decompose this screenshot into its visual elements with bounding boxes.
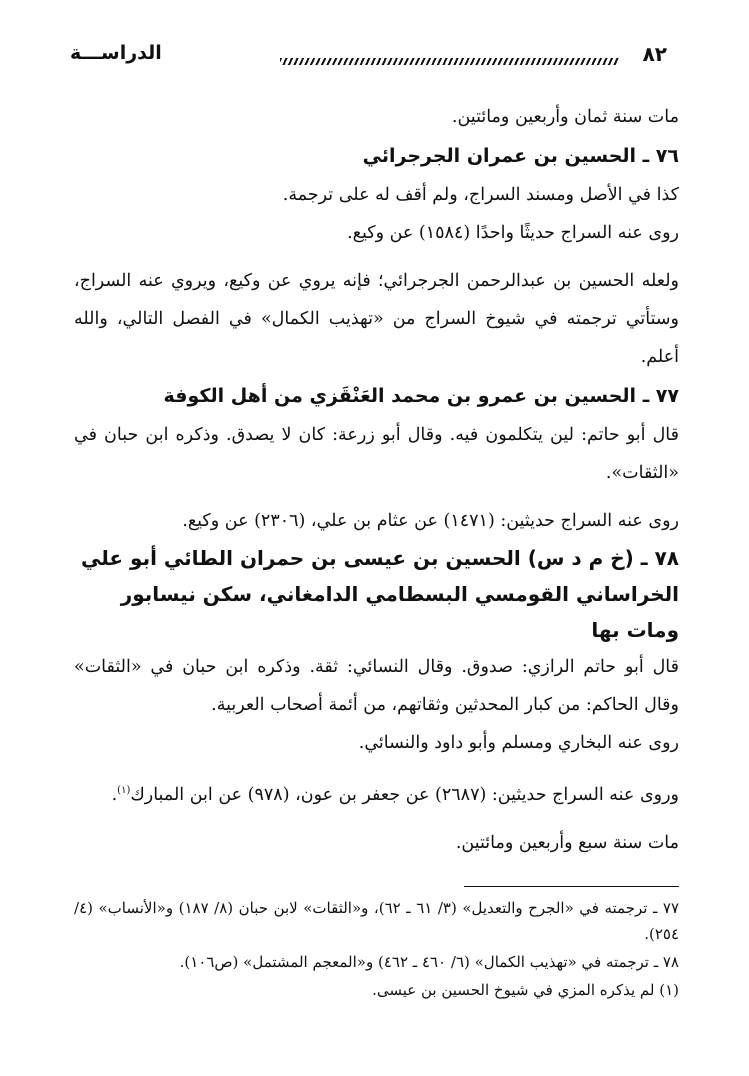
header-decorative-rule xyxy=(280,58,619,65)
paragraph-76-identification: ولعله الحسين بن عبدالرحمن الجرجرائي؛ فإنه يروي عن وكيع، ويروي عنه السراج، وستأتي ترجمته في شيوخ السراج من «تهذيب الكمال» في الفصل التالي، والله أعلم. xyxy=(74,271,679,367)
entry-heading-78: ٧٨ ـ (خ م د س) الحسين بن عيسى بن حمران الطائي أبو علي الخراساني القومسي البسطامي الدامغاني، سكن نيسابور ومات بها xyxy=(81,546,679,642)
footnote-77: ٧٧ ـ ترجمته في «الجرح والتعديل» (٣/ ٦١ ـ ٦٢)، و«الثقات» لابن حبان (٨/ ١٨٧) و«الأنساب» (٤/ ٢٥٤). xyxy=(74,899,680,943)
footnote-78: ٧٨ ـ ترجمته في «تهذيب الكمال» (٦/ ٤٦٠ ـ ٤٦٢) و«المعجم المشتمل» (ص١٠٦). xyxy=(179,953,679,971)
entry-heading-77: ٧٧ ـ الحسين بن عمرو بن محمد العَنْقَزي من أهل الكوفة xyxy=(163,385,679,407)
footnote-divider xyxy=(464,886,679,887)
footnote-1: (١) لم يذكره المزي في شيوخ الحسين بن عيسى. xyxy=(372,981,679,999)
footnote-reference-1[interactable]: (١) xyxy=(117,785,131,796)
footnotes xyxy=(74,893,679,1005)
paragraph-77-narration: روى عنه السراج حديثين: (١٤٧١) عن عثام بن علي، (٢٣٠٦) عن وكيع. xyxy=(182,511,679,531)
paragraph-77-grading: قال أبو حاتم: لين يتكلمون فيه. وقال أبو زرعة: كان لا يصدق. وذكره ابن حبان في «الثقات». xyxy=(74,425,679,483)
page-number: ٨٢ xyxy=(642,42,667,66)
paragraph-78-narration-text: وروى عنه السراج حديثين: (٢٦٨٧) عن جعفر بن عون، (٩٧٨) عن ابن المبارك xyxy=(130,784,679,805)
paragraph-78-narration-end: . xyxy=(111,784,118,805)
paragraph-78-narration xyxy=(74,772,679,814)
paragraph-78-narrators: روى عنه البخاري ومسلم وأبو داود والنسائي. xyxy=(358,733,679,753)
paragraph-death-year-75: مات سنة ثمان وأربعين ومائتين. xyxy=(451,107,679,127)
page-header xyxy=(70,40,679,76)
body-text xyxy=(74,98,679,862)
paragraph-76-narration: روى عنه السراج حديثًا واحدًا (١٥٨٤) عن وكيع. xyxy=(347,223,679,243)
paragraph-78-grading: قال أبو حاتم الرازي: صدوق. وقال النسائي: ثقة. وذكره ابن حبان في «الثقات» وقال الحاكم: من كبار المحدثين وثقاتهم، من أئمة أصحاب العربية. xyxy=(74,657,679,715)
paragraph-death-year-78: مات سنة سبع وأربعين ومائتين. xyxy=(455,832,679,853)
paragraph-76-note: كذا في الأصل ومسند السراج، ولم أقف له على ترجمة. xyxy=(282,185,679,205)
entry-heading-76: ٧٦ ـ الحسين بن عمران الجرجرائي xyxy=(362,145,679,167)
section-title: الدراســـة xyxy=(70,42,162,64)
